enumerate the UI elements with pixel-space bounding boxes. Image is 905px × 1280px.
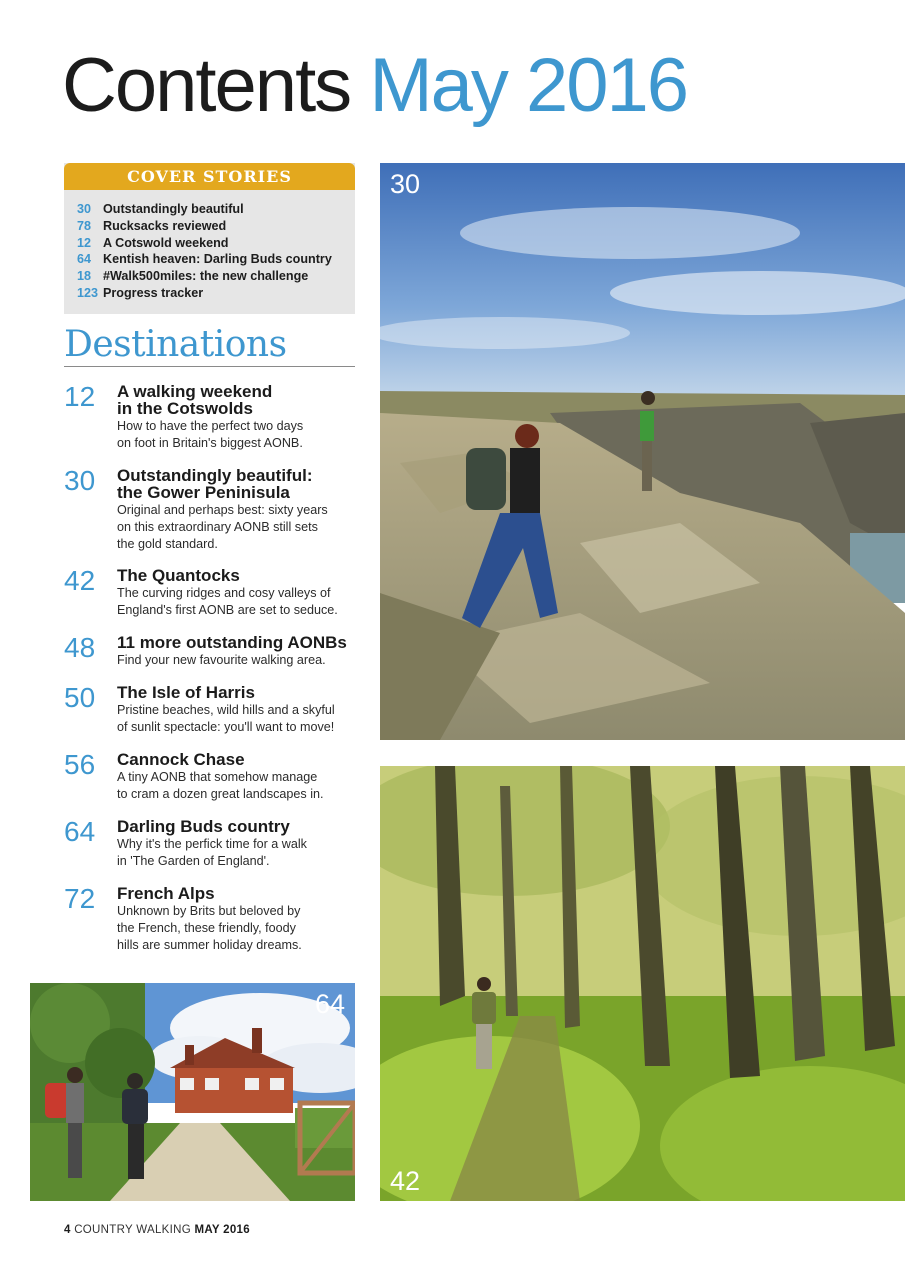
entry-title-line: Darling Buds country [117, 817, 290, 836]
cover-stories-box [64, 163, 355, 314]
footer-issue: MAY 2016 [194, 1224, 250, 1236]
entry-title-line: A walking weekend [117, 382, 273, 401]
entry-title-line: Outstandingly beautiful: [117, 466, 313, 485]
gower-photo-illustration [380, 163, 905, 740]
cover-story-item[interactable] [77, 268, 355, 285]
destinations-heading: Destinations [64, 324, 287, 365]
entry-desc-line: of sunlit spectacle: you'll want to move! [117, 720, 335, 734]
cover-story-text: Rucksacks reviewed [103, 218, 227, 233]
entry-title [117, 684, 362, 701]
entry-desc-line: England's first AONB are set to seduce. [117, 603, 338, 617]
entry-desc-line: in 'The Garden of England'. [117, 854, 270, 868]
entry-desc-line: Original and perhaps best: sixty years [117, 503, 328, 517]
entry-desc-line: Why it's the perfick time for a walk [117, 837, 307, 851]
cover-story-page: 64 [77, 252, 92, 267]
cover-story-item[interactable] [77, 235, 355, 252]
entry-desc-line: on foot in Britain's biggest AONB. [117, 436, 303, 450]
photo-quantocks-woodland[interactable] [380, 766, 905, 1201]
entry-desc-line: on this extraordinary AONB still sets [117, 520, 318, 534]
entry-page-number: 12 [64, 381, 96, 412]
destinations-divider [64, 366, 355, 367]
entry-description [117, 769, 362, 803]
entry-desc-line: A tiny AONB that somehow manage [117, 770, 318, 784]
entry-page-number: 56 [64, 749, 96, 780]
entry-desc-line: Unknown by Brits but beloved by [117, 904, 301, 918]
cover-stories-heading: COVER STORIES [64, 163, 355, 190]
entry-desc-line: Pristine beaches, wild hills and a skyful [117, 703, 335, 717]
entry-page-number: 50 [64, 682, 96, 713]
entry-title [117, 567, 362, 584]
cover-story-page: 123 [77, 285, 99, 300]
photo-page-label: 42 [390, 1166, 421, 1196]
cover-story-item[interactable] [77, 201, 355, 218]
photo-kent-farmhouse[interactable] [30, 983, 355, 1201]
cover-story-item[interactable] [77, 218, 355, 235]
entry-page-number: 42 [64, 565, 96, 596]
footer-page-number: 4 [64, 1224, 71, 1236]
entry-description [117, 652, 362, 669]
kent-photo-illustration [30, 983, 355, 1201]
entry-title [117, 885, 362, 902]
entry-page-number: 48 [64, 632, 96, 663]
entry-title-line: 11 more outstanding AONBs [117, 633, 347, 652]
entry-desc-line: the French, these friendly, foody [117, 921, 296, 935]
cover-story-page: 30 [77, 202, 92, 216]
entry-description [117, 502, 362, 553]
page-footer [64, 1224, 250, 1236]
cover-stories-list [64, 190, 355, 302]
entry-page-number: 30 [64, 465, 96, 496]
entry-page-number: 72 [64, 883, 96, 914]
entry-description [117, 836, 362, 870]
entry-title-line: The Quantocks [117, 566, 240, 585]
cover-story-page: 78 [77, 218, 92, 233]
entry-page-number: 64 [64, 816, 96, 847]
cover-story-text: Kentish heaven: Darling Buds country [103, 252, 332, 267]
entry-title-line: the Gower Peninisula [117, 483, 290, 502]
photo-page-label: 64 [314, 989, 345, 1019]
entry-title [117, 818, 362, 835]
cover-story-text: Progress tracker [103, 285, 204, 300]
entry-desc-line: How to have the perfect two days [117, 419, 304, 433]
cover-story-text: #Walk500miles: the new challenge [103, 269, 309, 284]
quantocks-photo-illustration [380, 766, 905, 1201]
entry-description [117, 702, 362, 736]
photo-gower-coast[interactable] [380, 163, 905, 740]
entry-desc-line: the gold standard. [117, 537, 218, 551]
entry-title-line: French Alps [117, 884, 215, 903]
photo-page-label: 30 [390, 169, 421, 199]
footer-magazine-name: COUNTRY WALKING [74, 1224, 191, 1236]
entry-desc-line: The curving ridges and cosy valleys of [117, 586, 331, 600]
page-title [62, 43, 688, 128]
cover-story-text: A Cotswold weekend [103, 235, 229, 250]
entry-desc-line: to cram a dozen great landscapes in. [117, 787, 324, 801]
entry-title [117, 751, 362, 768]
entry-title-line: The Isle of Harris [117, 683, 255, 702]
cover-story-item[interactable] [77, 251, 355, 268]
entry-title-line: Cannock Chase [117, 750, 245, 769]
cover-story-item[interactable] [77, 285, 355, 302]
cover-story-page: 12 [77, 235, 92, 250]
entry-description [117, 585, 362, 619]
entry-desc-line: hills are summer holiday dreams. [117, 938, 302, 952]
cover-story-text: Outstandingly beautiful [103, 202, 244, 216]
title-date: May 2016 [369, 43, 688, 128]
cover-story-page: 18 [77, 269, 92, 284]
entry-desc-line: Find your new favourite walking area. [117, 653, 326, 667]
title-main: Contents [62, 43, 351, 128]
entry-title-line: in the Cotswolds [117, 399, 253, 418]
entry-title [117, 383, 362, 417]
entry-title [117, 634, 362, 651]
entry-title [117, 467, 362, 501]
entry-description [117, 418, 362, 452]
entry-description [117, 903, 362, 954]
